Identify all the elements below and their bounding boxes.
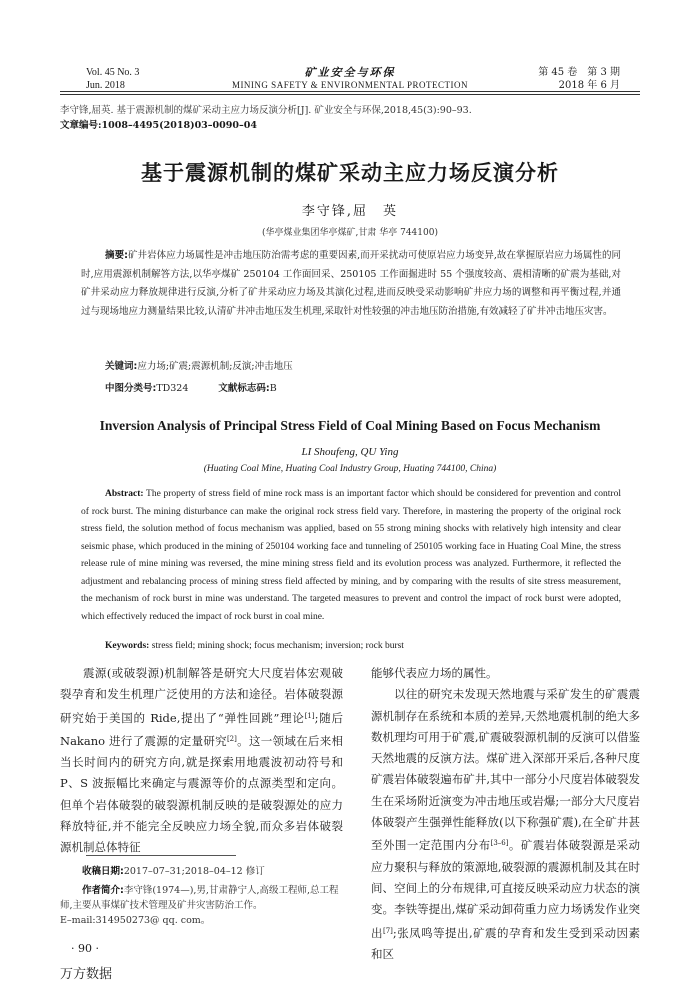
reference-1: [1]	[304, 711, 315, 720]
abstract-en-label: Abstract:	[105, 489, 144, 499]
journal-name-en: MINING SAFETY & ENVIRONMENTAL PROTECTION	[231, 80, 469, 90]
citation-text: 李守锋,屈英. 基于震源机制的煤矿采动主应力场反演分析[J]. 矿业安全与环保,2018,45(3):90–93.	[60, 105, 472, 116]
body-p1-part-b: ;随后 Nakano 进行了震源的定量研究	[60, 710, 343, 748]
affiliation-cn: (华亭煤业集团华亭煤矿,甘肃 华亭 744100)	[262, 228, 438, 238]
citation-block	[60, 103, 650, 133]
abstract-cn-text: 矿井岩体应力场属性是冲击地压防治需考虑的重要因素,而开采扰动可使原岩应力场变异,故在掌握原岩应力场属性的同时,应用震源机制解答方法,以华亭煤矿 250104 工作面回采、250105 工作面掘进时 55 个强度较高、震相清晰的矿震为基础,对矿井采动应力释放规律进行反演,分析了矿井采动应力场及其演化过程,进而反映受采动影响矿井应力场的调整和再平衡过程,并通过与现场地应力测量结果比较,认清矿井冲击地压发生机理,采取针对性较强的冲击地压防治措施,有效减轻了矿井冲击地压灾害。	[81, 250, 621, 317]
header-rule-bottom	[60, 94, 640, 95]
author-bio: 李守锋(1974—),男,甘肃静宁人,高级工程师,总工程师,主要从事煤矿技术管理及矿井灾害防治工作。	[60, 885, 339, 911]
reference-2: [2]	[226, 734, 237, 743]
article-number	[60, 118, 650, 133]
keywords-en-text: stress field; mining shock; focus mechanism; inversion; rock burst	[151, 641, 404, 651]
author-bio-label: 作者简介:	[82, 885, 124, 896]
keywords-cn-label: 关键词:	[105, 361, 138, 372]
reference-3-6: [3–6]	[490, 839, 509, 848]
affiliation-en: (Huating Coal Mine, Huating Coal Industry Group, Huating 744100, China)	[203, 464, 497, 474]
abstract-en	[81, 486, 621, 626]
keywords-cn	[105, 358, 293, 372]
page-number: · 90 ·	[71, 942, 99, 955]
classification-cn	[105, 380, 277, 394]
article-number-label: 文章编号:	[60, 120, 102, 131]
abstract-cn	[81, 247, 621, 321]
abstract-cn-label: 摘要:	[105, 250, 128, 261]
volume-cn: 第 45 卷 第 3 期	[538, 67, 620, 78]
journal-name-cn: 矿业安全与环保	[304, 66, 396, 79]
received-date: 2017–07–31;2018–04–12 修订	[123, 866, 265, 877]
header-rule-top	[60, 91, 640, 92]
body-p2-part-a: 以往的研究未发现天然地震与采矿发生的矿震震源机制存在系统和本质的差异,天然地震机制的绝大多数机理均可用于矿震,矿震破裂源机制的反演可以借鉴天然地震的反演方法。煤矿进入深部开采后,各种尺度矿震岩体破裂遍布矿井,其中一部分小尺度岩体破裂发生在采场附近演变为冲击地压或岩爆;一部分大尺度岩体破裂产生强弹性能释放(以下称强矿震),在全矿井甚至外围一定范围内分布	[371, 687, 640, 853]
keywords-en	[105, 641, 404, 651]
date-en: Jun. 2018	[86, 80, 125, 91]
authors-en: LI Shoufeng, QU Ying	[301, 446, 399, 458]
body-column-right	[371, 663, 640, 965]
body-paragraph-2	[371, 684, 640, 965]
article-number-value: 1008–4495(2018)03–0090–04	[101, 120, 257, 131]
authors-cn: 李守锋,屈 英	[301, 204, 399, 219]
received-label: 收稿日期:	[82, 866, 124, 877]
date-cn: 2018 年 6 月	[558, 80, 620, 91]
body-p2-part-c: ;张凤鸣等提出,矿震的孕育和发生受到采动因素和区	[371, 925, 641, 961]
page-title-en: Inversion Analysis of Principal Stress Field of Coal Mining Based on Focus Mechanism	[99, 418, 601, 433]
page-title-cn: 基于震源机制的煤矿采动主应力场反演分析	[141, 161, 559, 185]
abstract-en-text: The property of stress field of mine rock mass is an important factor which should be considered for prevention and control of rock burst. The mining disturbance can make the original rock stress field vary. Therefore, in mastering the property of the original rock stress field, the solution method of focus mechanism was applied, based on 55 strong mining shocks with relatively high intensity and clear seismic phase, which produced in the mining of 250104 working face and tunneling of 250105 working face in Huating Coal Mine, the stress release rule of mine mining was reversed, the mine mining stress field and its evolution process was analyzed. Furthermore, it reflected the adjustment and rebalancing process of mining stress field affected by mining, and by comparing with the results of site stress measurement, the mechanism of rock burst in mine was understand. The targeted measures to prevent and control the impact of rock burst were adopted, which effectively reduced the impact of rock burst in coal mine.	[81, 489, 621, 622]
footnote-received	[60, 864, 345, 879]
clc-value: TD324	[156, 383, 189, 394]
header-volume-cn	[538, 66, 620, 92]
body-p1-part-a: 震源(或破裂源)机制解答是研究大尺度岩体宏观破裂孕育和发生机理广泛使用的方法和途径。岩体破裂源研究始于美国的 Ride,提出了“弹性回跳”理论	[60, 666, 343, 725]
body-column-left	[60, 663, 343, 859]
footnote-author	[60, 883, 345, 928]
keywords-cn-text: 应力场;矿震;震源机制;反演;冲击地压	[137, 361, 293, 372]
body-paragraph-continued: 能够代表应力场的属性。	[371, 666, 498, 680]
doc-code-value: B	[269, 383, 277, 394]
keywords-en-label: Keywords:	[105, 641, 150, 651]
footnote-rule	[86, 855, 236, 856]
body-p2-part-b: 。矿震岩体破裂源是采动应力聚积与释放的策源地,破裂源的震源机制及其在时间、空间上的分布规律,可直接反映采动应力状态的演变。李铁等提出,煤矿采动卸荷重力应力场诱发作业突出	[371, 838, 641, 940]
author-email: E–mail:314950273@ qq. com。	[60, 915, 211, 926]
body-p1-part-c: 。这一领域在后来相当长时间内的研究方向,就是探索用地震波初动符号和 P、S 波振幅比来确定与震源等价的点源类型和定向。但单个岩体破裂的破裂源机制反映的是破裂源处的应力释放特征,并不能完全反映应力场全貌,而众多岩体破裂源机制总体特征	[60, 733, 344, 855]
watermark: 万方数据	[60, 967, 113, 982]
volume-en: Vol. 45 No. 3	[86, 67, 140, 78]
reference-7: [7]	[382, 926, 393, 935]
body-paragraph-1	[60, 663, 343, 859]
doc-code-label: 文献标志码:	[218, 383, 270, 394]
clc-label: 中图分类号:	[105, 383, 157, 394]
